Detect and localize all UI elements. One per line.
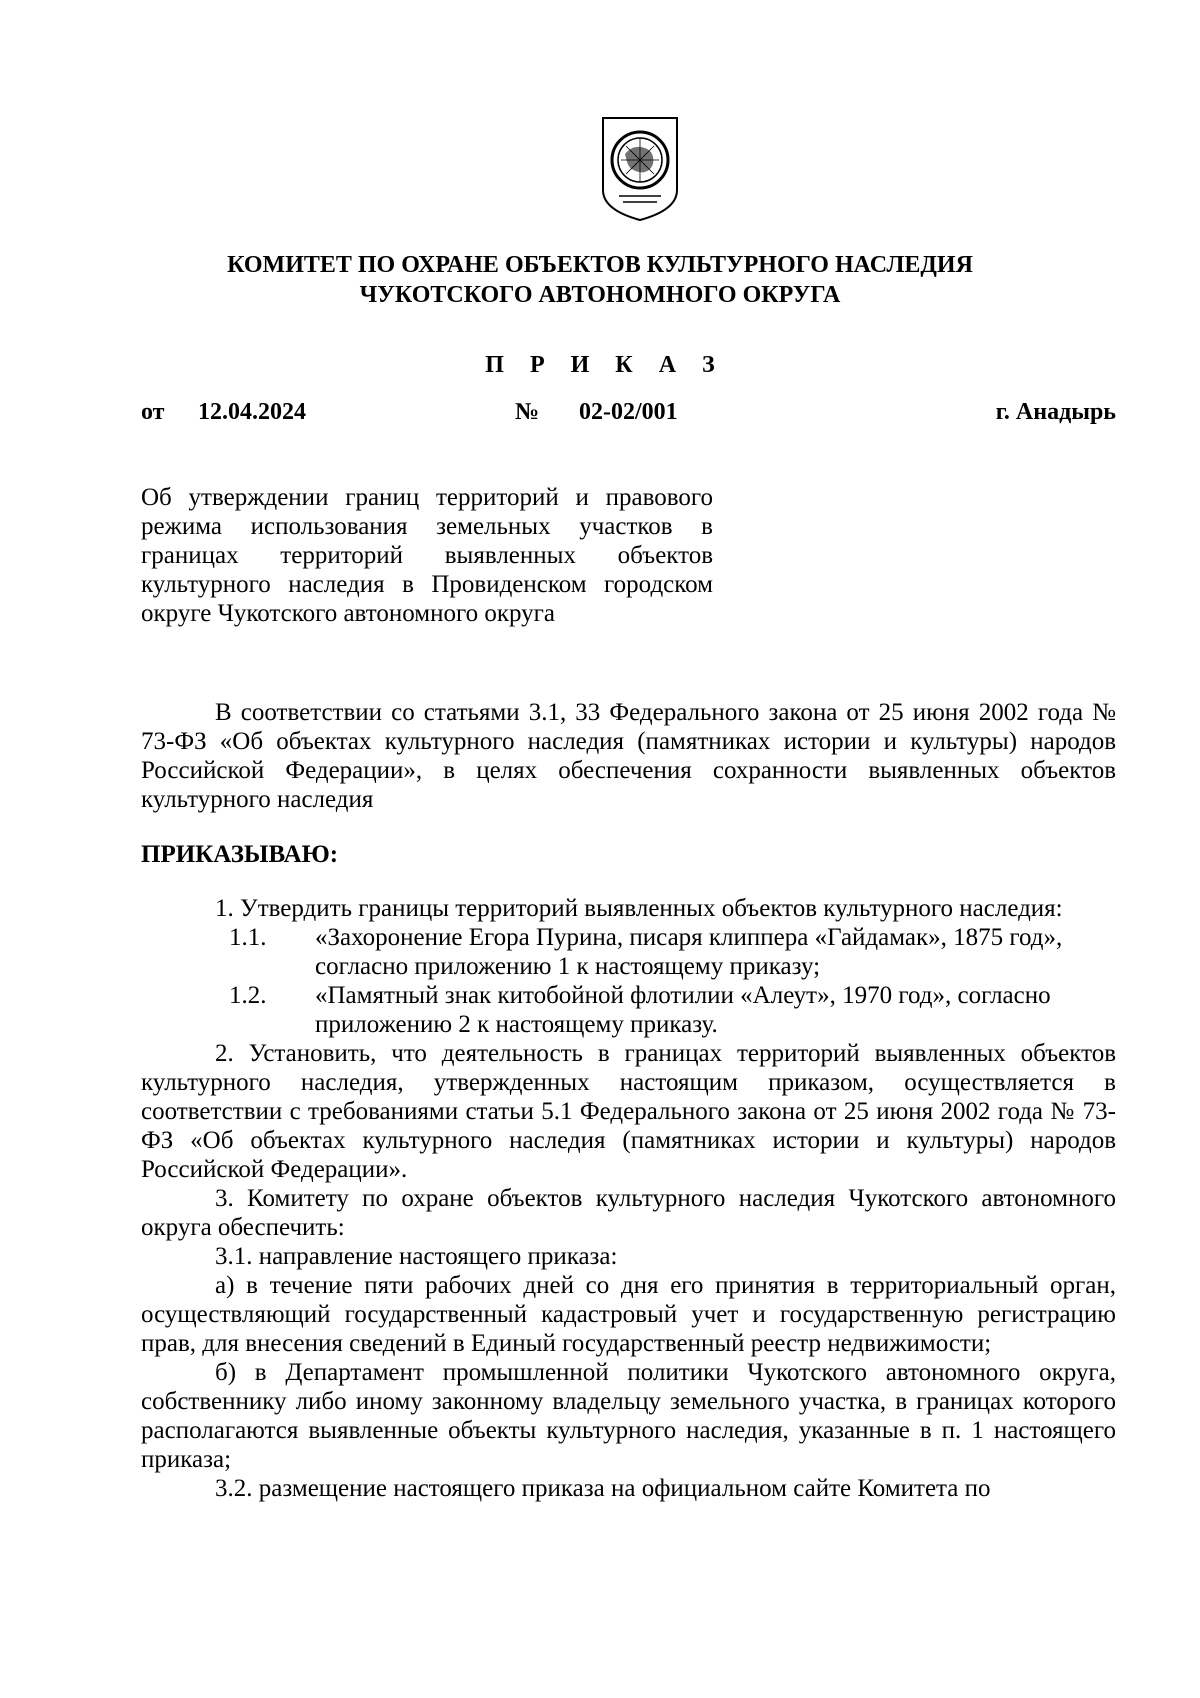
preamble-paragraph: В соответствии со статьями 3.1, 33 Федерального закона от 25 июня 2002 года № 73-ФЗ «Об объектах культурного наследия (памятниках истории и культуры) народов Российской Федерации», в целях обеспечения сохранности выявленных объектов культурного наследия — [141, 699, 1116, 813]
item-1-2-number: 1.2. — [229, 982, 267, 1009]
item-1-2-text: «Памятный знак китобойной флотилии «Алеут», 1970 год», согласно приложению 2 к настоящему приказу. — [315, 982, 1051, 1038]
number-sign: № — [515, 399, 540, 425]
document-date: 12.04.2024 — [198, 399, 306, 425]
order-heading: ПРИКАЗЫВАЮ: — [141, 841, 339, 868]
item-1-1-number: 1.1. — [229, 924, 267, 951]
subject-text: Об утверждении границ территорий и правового режима использования земельных участков в границах территорий выявленных объектов культурного наследия в Провиденском городском округе Чукотского автономного округа — [141, 484, 713, 627]
item-3-2: 3.2. размещение настоящего приказа на официальном сайте Комитета по — [215, 1475, 991, 1502]
document-number: 02-02/001 — [579, 399, 678, 425]
document-body — [141, 698, 1116, 1503]
item-3-1-b: б) в Департамент промышленной политики Чукотского автономного округа, собственнику либо иному законному владельцу земельного участка, в границах которого располагаются выявленные объекты культурного наследия, указанные в п. 1 настоящего приказа; — [141, 1359, 1116, 1473]
item-3-1-a: а) в течение пяти рабочих дней со дня его принятия в территориальный орган, осуществляющий государственный кадастровый учет и государственную регистрацию прав, для внесения сведений в Единый государственный реестр недвижимости; — [141, 1272, 1116, 1357]
coat-of-arms-icon — [599, 114, 681, 224]
document-city: г. Анадырь — [995, 399, 1116, 425]
organization-name-line2: ЧУКОТСКОГО АВТОНОМНОГО ОКРУГА — [359, 282, 841, 308]
item-1-2 — [141, 981, 1116, 1039]
item-3: 3. Комитету по охране объектов культурного наследия Чукотского автономного округа обеспечить: — [141, 1185, 1116, 1241]
document-subject — [141, 483, 713, 628]
item-1-1-text: «Захоронение Егора Пурина, писаря клиппера «Гайдамак», 1875 год», согласно приложению 1 к настоящему приказу; — [315, 924, 1063, 980]
item-2: 2. Установить, что деятельность в границах территорий выявленных объектов культурного наследия, утвержденных настоящим приказом, осуществляется в соответствии с требованиями статьи 5.1 Федерального закона от 25 июня 2002 года № 73-ФЗ «Об объектах культурного наследия (памятниках истории и культуры) народов Российской Федерации». — [141, 1040, 1116, 1183]
organization-name — [0, 250, 1200, 310]
item-1-1 — [141, 923, 1116, 981]
document-type: П Р И К А З — [485, 352, 725, 378]
item-3-1: 3.1. направление настоящего приказа: — [215, 1243, 618, 1270]
organization-name-line1: КОМИТЕТ ПО ОХРАНЕ ОБЪЕКТОВ КУЛЬТУРНОГО НАСЛЕДИЯ — [227, 252, 973, 278]
item-1: 1. Утвердить границы территорий выявленных объектов культурного наследия: — [215, 895, 1063, 922]
date-prefix: от — [141, 399, 165, 425]
